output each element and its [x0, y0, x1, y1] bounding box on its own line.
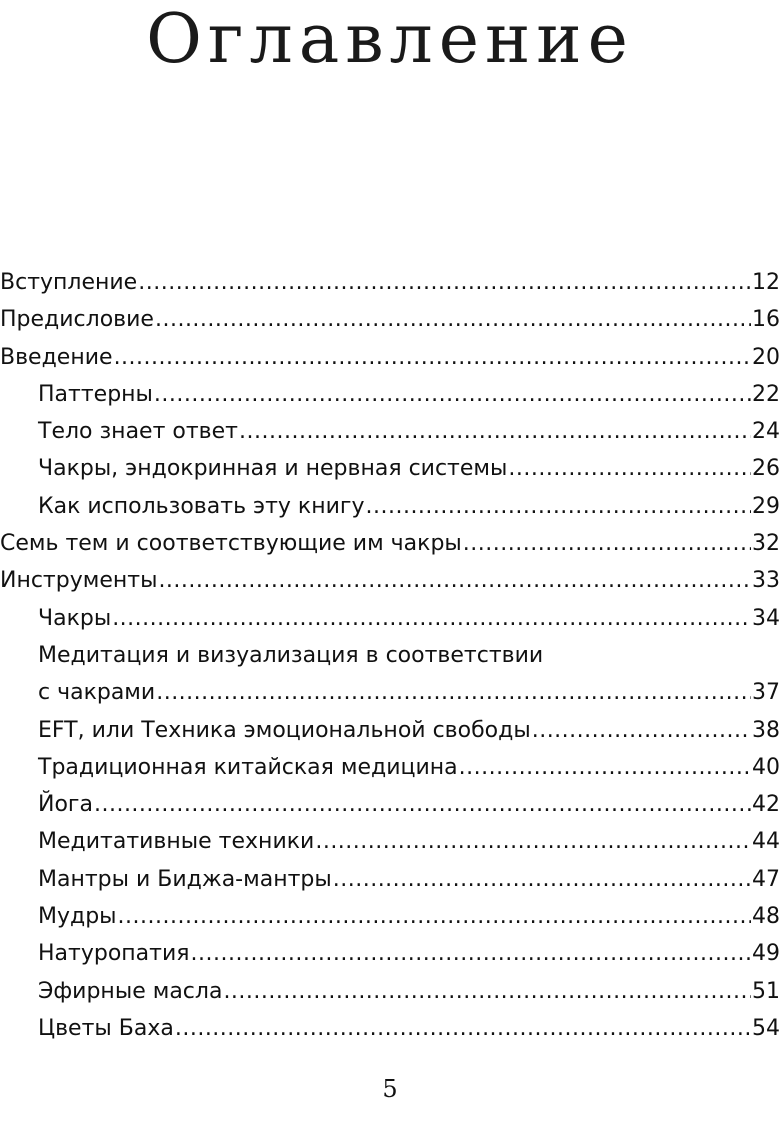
- dot-leader: [463, 525, 751, 562]
- toc-subentry[interactable]: [0, 712, 780, 749]
- toc-entry-page: 37: [752, 680, 780, 706]
- toc-entry-page: 34: [752, 605, 780, 631]
- toc-entry-label: с чакрами: [38, 680, 156, 706]
- toc-subentry[interactable]: [0, 861, 780, 898]
- toc-subentry[interactable]: [0, 823, 780, 860]
- toc-subentry[interactable]: [0, 413, 780, 450]
- toc-entry-page: 42: [752, 792, 780, 818]
- toc-entry-label: Цветы Баха: [38, 1015, 174, 1041]
- toc-subentry-first-line[interactable]: [0, 637, 780, 674]
- table-of-contents: [0, 264, 780, 1047]
- toc-entry-page: 32: [752, 531, 780, 557]
- dot-leader: [158, 562, 751, 599]
- toc-entry[interactable]: [0, 562, 780, 599]
- toc-entry-label: Мантры и Биджа-мантры: [38, 866, 332, 892]
- page-title: Оглавление: [146, 0, 634, 79]
- dot-leader: [156, 674, 751, 711]
- toc-entry-page: 20: [752, 344, 780, 370]
- dot-leader: [175, 1010, 751, 1047]
- toc-entry-label: Традиционная китайская медицина: [38, 754, 458, 780]
- toc-entry-label: Предисловие: [0, 307, 154, 333]
- toc-entry[interactable]: [0, 339, 780, 376]
- toc-entry-page: 47: [752, 866, 780, 892]
- toc-entry-label: Йога: [38, 792, 93, 818]
- dot-leader: [118, 898, 751, 935]
- toc-entry-label: Вступление: [0, 270, 138, 295]
- toc-subentry[interactable]: [0, 376, 780, 413]
- dot-leader: [94, 786, 751, 823]
- dot-leader: [239, 413, 751, 450]
- toc-subentry[interactable]: [0, 898, 780, 935]
- toc-entry-page: 54: [752, 1015, 780, 1041]
- toc-entry-page: 26: [752, 456, 780, 482]
- toc-entry-label: Натуропатия: [38, 941, 190, 967]
- dot-leader: [138, 264, 751, 301]
- toc-entry-label: Медитативные техники: [38, 829, 315, 855]
- toc-subentry[interactable]: [0, 973, 780, 1010]
- dot-leader: [532, 712, 751, 749]
- toc-entry-label: Паттерны: [38, 381, 153, 407]
- toc-entry-page: 49: [752, 941, 780, 967]
- dot-leader: [315, 823, 751, 860]
- dot-leader: [333, 861, 751, 898]
- dot-leader: [114, 339, 751, 376]
- toc-entry-page: 24: [752, 419, 780, 445]
- toc-entry-page: 40: [752, 754, 780, 780]
- toc-entry-page: 33: [752, 568, 780, 594]
- toc-entry[interactable]: [0, 525, 780, 562]
- toc-entry-label: Эфирные масла: [38, 978, 223, 1004]
- toc-subentry[interactable]: [0, 674, 780, 711]
- toc-entry-page: 22: [752, 381, 780, 407]
- toc-entry-label: Тело знает ответ: [38, 419, 238, 445]
- toc-entry-page: 38: [752, 717, 780, 743]
- toc-subentry[interactable]: [0, 488, 780, 525]
- toc-subentry[interactable]: [0, 749, 780, 786]
- toc-entry-label: Инструменты: [0, 568, 158, 594]
- toc-entry-page: 44: [752, 829, 780, 855]
- toc-subentry[interactable]: [0, 1010, 780, 1047]
- toc-entry-page: 48: [752, 904, 780, 930]
- toc-entry-page: 29: [752, 493, 780, 519]
- toc-entry-label: Чакры: [38, 605, 112, 631]
- toc-entry[interactable]: [0, 301, 780, 338]
- toc-entry-label: EFT, или Техника эмоциональной свободы: [38, 717, 531, 743]
- toc-entry[interactable]: [0, 264, 780, 301]
- toc-subentry[interactable]: [0, 450, 780, 487]
- toc-entry-label: Семь тем и соответствующие им чакры: [0, 531, 462, 557]
- toc-entry-page: 12: [752, 270, 780, 295]
- dot-leader: [508, 450, 751, 487]
- dot-leader: [365, 488, 751, 525]
- toc-entry-label: Мудры: [38, 904, 117, 930]
- toc-subentry[interactable]: [0, 600, 780, 637]
- toc-entry-page: 16: [752, 307, 780, 333]
- dot-leader: [191, 935, 752, 972]
- page-number: 5: [382, 1075, 398, 1103]
- toc-entry-label-line1: Медитация и визуализация в соответствии: [38, 642, 544, 668]
- dot-leader: [459, 749, 751, 786]
- toc-entry-page: 51: [752, 978, 780, 1004]
- dot-leader: [154, 376, 751, 413]
- toc-entry-label: Чакры, эндокринная и нервная системы: [38, 456, 508, 482]
- dot-leader: [112, 600, 751, 637]
- toc-entry-label: Введение: [0, 344, 113, 370]
- toc-subentry[interactable]: [0, 935, 780, 972]
- dot-leader: [155, 301, 751, 338]
- toc-subentry[interactable]: [0, 786, 780, 823]
- toc-entry-label: Как использовать эту книгу: [38, 493, 365, 519]
- dot-leader: [223, 973, 751, 1010]
